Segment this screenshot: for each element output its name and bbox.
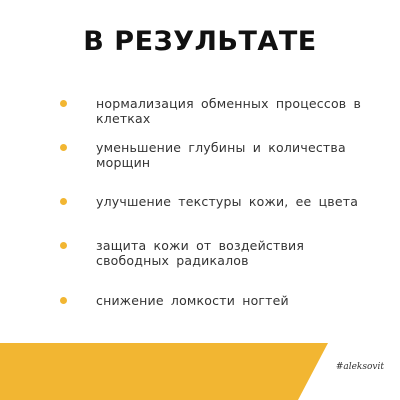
list-item-text: уменьшение глубины и количества морщин bbox=[96, 140, 346, 170]
list-item-text: снижение ломкости ногтей bbox=[96, 293, 289, 308]
list-item-text: защита кожи от воздействия свободных радикалов bbox=[96, 238, 305, 268]
list-item-text: нормализация обменных процессов в клетках bbox=[96, 96, 362, 126]
page-title: В РЕЗУЛЬТАТЕ bbox=[83, 26, 317, 57]
brand-hashtag: #aleksovit bbox=[335, 362, 384, 372]
list-item-text: улучшение текстуры кожи, ее цвета bbox=[96, 194, 359, 209]
